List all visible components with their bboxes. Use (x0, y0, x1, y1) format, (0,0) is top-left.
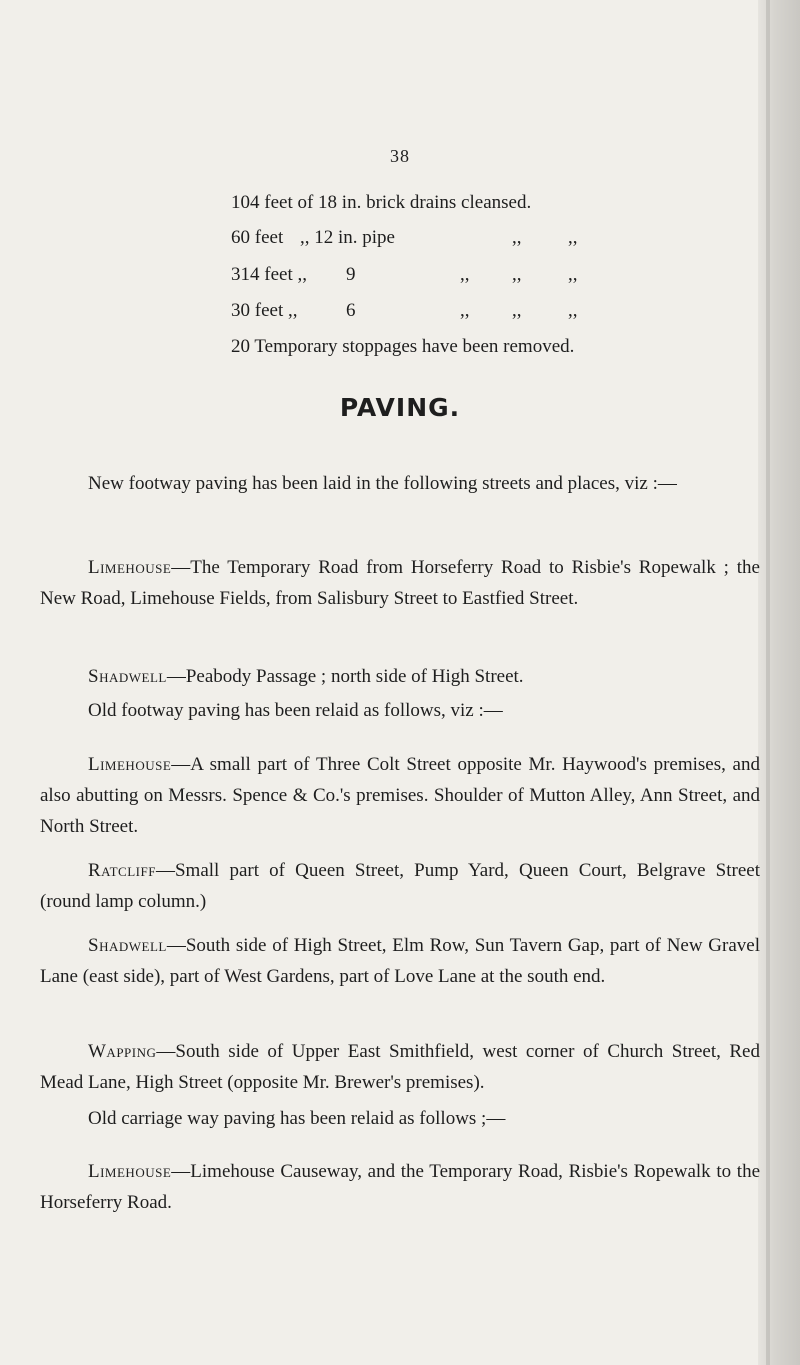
district-name: Shadwell (88, 935, 167, 956)
paragraph (40, 695, 760, 726)
drain-size: ,, 12 in. pipe (300, 227, 395, 248)
paragraph-text: —Peabody Passage ; north side of High Street. (166, 666, 524, 687)
district-name: Limehouse (88, 557, 172, 578)
drain-text: 20 Temporary stoppages have been removed. (231, 336, 575, 357)
paragraph (40, 1036, 760, 1098)
paragraph-text: —A small part of Three Colt Street opposite Mr. Haywood's premises, and also abutting on Messrs. Spence & Co.'s premises. Shoulder of Mutton Alley, Ann Street, and North Street. (40, 754, 760, 837)
ditto-mark: ,, (568, 264, 578, 285)
district-name: Ratcliff (88, 860, 156, 881)
page-edge-shadow (758, 0, 800, 1365)
district-name: Limehouse (88, 1161, 172, 1182)
ditto-mark: ,, (568, 227, 578, 248)
paragraph (40, 855, 760, 917)
paragraph-text: —Limehouse Causeway, and the Temporary Road, Risbie's Ropewalk to the Horseferry Road. (40, 1161, 760, 1213)
paragraph-text: —South side of Upper East Smithfield, west corner of Church Street, Red Mead Lane, High Street (opposite Mr. Brewer's premises). (40, 1041, 760, 1093)
paragraph (40, 1156, 760, 1218)
page-number: 38 (390, 146, 410, 166)
ditto-mark: ,, (460, 300, 470, 321)
section-heading: PAVING. (339, 393, 461, 422)
drain-qty: 60 feet (231, 227, 284, 248)
ditto-mark: ,, (512, 264, 522, 285)
paragraph-text: New footway paving has been laid in the following streets and places, viz :— (88, 473, 677, 494)
drain-size: 9 (346, 264, 356, 285)
ditto-mark: ,, (512, 300, 522, 321)
paragraph-text: Old carriage way paving has been relaid as follows ;— (88, 1108, 506, 1129)
ditto-mark: ,, (512, 227, 522, 248)
paragraph-text: Old footway paving has been relaid as follows, viz :— (88, 700, 503, 721)
drain-qty: 30 feet ,, (231, 300, 298, 321)
paragraph (40, 749, 760, 842)
district-name: Shadwell (88, 666, 167, 687)
drain-size: 6 (346, 300, 356, 321)
drain-text: 104 feet of 18 in. brick drains cleansed. (231, 192, 532, 213)
paragraph (40, 930, 760, 992)
paragraph-text: —Small part of Queen Street, Pump Yard, Queen Court, Belgrave Street (round lamp column.) (40, 860, 760, 912)
ditto-mark: ,, (460, 264, 470, 285)
paragraph (40, 468, 760, 499)
district-name: Wapping (88, 1041, 157, 1062)
paragraph (40, 1103, 760, 1134)
paragraph-text: —South side of High Street, Elm Row, Sun Tavern Gap, part of New Gravel Lane (east side), part of West Gardens, part of Love Lane at the south end. (40, 935, 760, 987)
paragraph (40, 552, 760, 614)
paragraph-text: —The Temporary Road from Horseferry Road to Risbie's Ropewalk ; the New Road, Limehouse Fields, from Salisbury Street to Eastfied Street. (40, 557, 760, 609)
district-name: Limehouse (88, 754, 172, 775)
ditto-mark: ,, (568, 300, 578, 321)
drain-qty: 314 feet ,, (231, 264, 307, 285)
paragraph (40, 661, 760, 692)
